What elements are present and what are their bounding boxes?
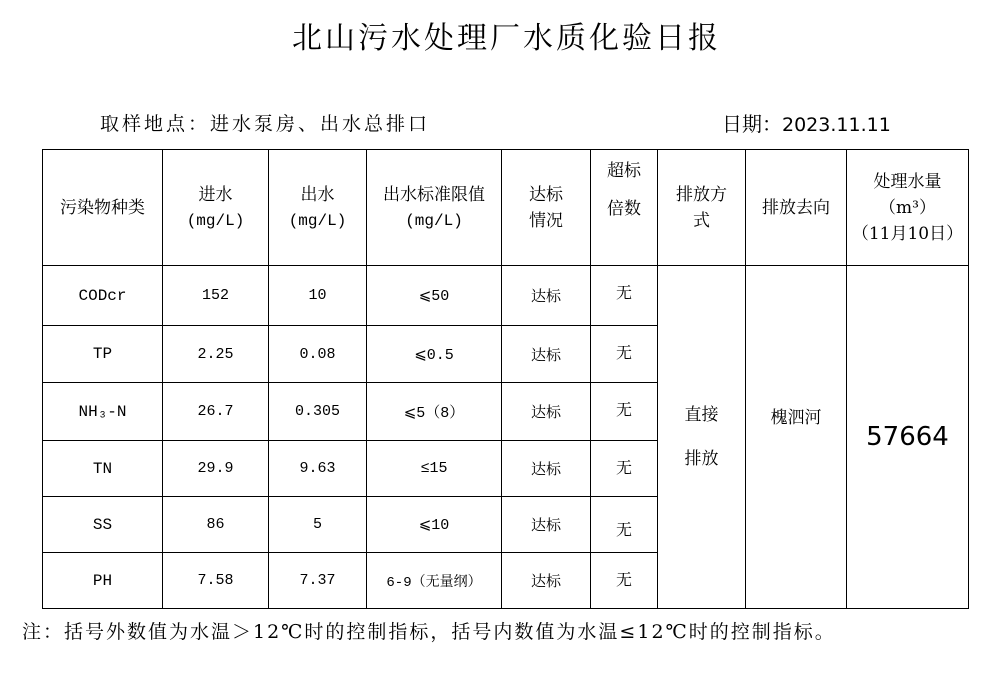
cell-influent: 2.25 xyxy=(163,326,269,383)
cell-exceed: 无 xyxy=(591,383,658,441)
header-method: 排放方 式 xyxy=(658,150,746,266)
cell-exceed: 无 xyxy=(591,441,658,497)
sampling-location: 取样地点：进水泵房、出水总排口 xyxy=(100,113,431,135)
cell-influent: 152 xyxy=(163,266,269,326)
cell-exceed: 无 xyxy=(591,553,658,609)
cell-exceed: 无 xyxy=(591,326,658,383)
cell-influent: 7.58 xyxy=(163,553,269,609)
cell-compliance: 达标 xyxy=(502,326,591,383)
cell-compliance: 达标 xyxy=(502,383,591,441)
cell-limit: ⩽5（8） xyxy=(367,383,502,441)
table-header-row xyxy=(43,150,969,266)
cell-pollutant: TN xyxy=(43,441,163,497)
cell-compliance: 达标 xyxy=(502,441,591,497)
cell-effluent: 0.305 xyxy=(269,383,367,441)
header-limit: 出水标准限值 (mg/L) xyxy=(367,150,502,266)
cell-pollutant: PH xyxy=(43,553,163,609)
cell-pollutant: TP xyxy=(43,326,163,383)
cell-pollutant: CODcr xyxy=(43,266,163,326)
cell-effluent: 7.37 xyxy=(269,553,367,609)
cell-effluent: 9.63 xyxy=(269,441,367,497)
header-influent: 进水 (mg/L) xyxy=(163,150,269,266)
cell-discharge-destination: 槐泗河 xyxy=(746,266,847,609)
water-quality-table xyxy=(42,149,969,609)
cell-limit: ⩽50 xyxy=(367,266,502,326)
cell-compliance: 达标 xyxy=(502,553,591,609)
cell-compliance: 达标 xyxy=(502,266,591,326)
header-compliance: 达标 情况 xyxy=(502,150,591,266)
cell-limit: ⩽0.5 xyxy=(367,326,502,383)
cell-exceed: 无 xyxy=(591,266,658,326)
date-value: 2023.11.11 xyxy=(782,114,891,136)
cell-influent: 86 xyxy=(163,497,269,553)
cell-exceed: 无 xyxy=(591,497,658,553)
page-title: 北山污水处理厂水质化验日报 xyxy=(292,21,721,56)
cell-influent: 29.9 xyxy=(163,441,269,497)
cell-discharge-method: 直接 排放 xyxy=(658,266,746,609)
cell-pollutant: NH₃-N xyxy=(43,383,163,441)
cell-limit: ⩽10 xyxy=(367,497,502,553)
cell-limit: 6-9（无量纲） xyxy=(367,553,502,609)
cell-compliance: 达标 xyxy=(502,497,591,553)
cell-pollutant: SS xyxy=(43,497,163,553)
report-date xyxy=(722,110,891,139)
cell-effluent: 0.08 xyxy=(269,326,367,383)
header-volume: 处理水量 （m³） （11月10日） xyxy=(847,150,969,266)
cell-limit: ≤15 xyxy=(367,441,502,497)
date-label: 日期： xyxy=(722,112,782,136)
cell-effluent: 10 xyxy=(269,266,367,326)
header-destination: 排放去向 xyxy=(746,150,847,266)
cell-treated-volume: 57664 xyxy=(847,266,969,609)
header-effluent: 出水 (mg/L) xyxy=(269,150,367,266)
cell-influent: 26.7 xyxy=(163,383,269,441)
cell-effluent: 5 xyxy=(269,497,367,553)
header-exceed: 超标 倍数 xyxy=(591,150,658,266)
table-row xyxy=(43,266,969,326)
footnote: 注：括号外数值为水温＞12℃时的控制指标，括号内数值为水温≤12℃时的控制指标。 xyxy=(22,621,836,643)
header-pollutant: 污染物种类 xyxy=(43,150,163,266)
